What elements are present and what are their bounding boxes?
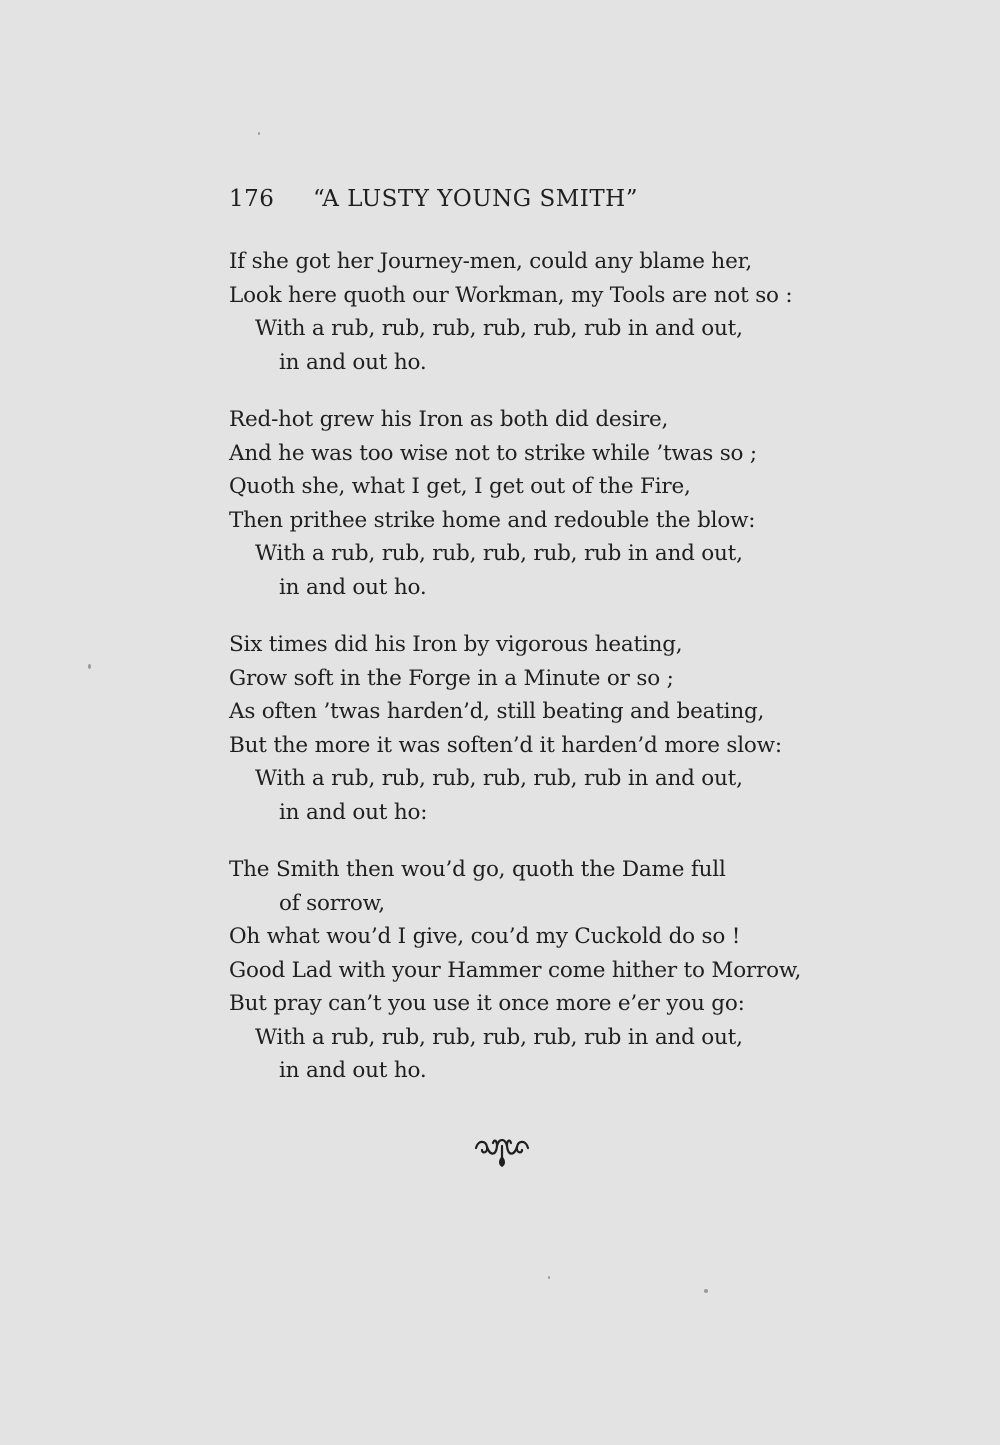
verse-line: As often ’twas harden’d, still beating and beating, [229, 699, 765, 724]
verse-line: Grow soft in the Forge in a Minute or so ; [229, 665, 674, 691]
paper-speck [548, 1276, 550, 1279]
verse-line: Good Lad with your Hammer come hither to Morrow, [229, 957, 802, 983]
verse-line: Six times did his Iron by vigorous heating, [229, 632, 683, 657]
verse-line: If she got her Journey-men, could any blame her, [229, 249, 752, 274]
verse-line: Quoth she, what I get, I get out of the Fire, [229, 474, 691, 499]
stanza [229, 853, 802, 1088]
refrain-line: in and out ho. [279, 349, 427, 375]
verse-line: But pray can’t you use it once more e’er you go: [229, 991, 745, 1016]
stanza [229, 245, 793, 379]
refrain-line: of sorrow, [279, 890, 385, 916]
refrain-line: in and out ho. [279, 1058, 427, 1083]
poem-body [229, 245, 802, 1112]
verse-line: Red-hot grew his Iron as both did desire, [229, 407, 669, 432]
paper-speck [704, 1289, 708, 1293]
fleuron-icon [472, 1134, 532, 1170]
chorus-line: With a rub, rub, rub, rub, rub, rub in and out, [255, 316, 743, 341]
stanza [229, 403, 789, 604]
chorus-line: With a rub, rub, rub, rub, rub, rub in and out, [255, 766, 743, 791]
verse-line: Look here quoth our Workman, my Tools are not so : [229, 282, 793, 308]
verse-line: Oh what wou’d I give, cou’d my Cuckold do so ! [229, 924, 741, 949]
chorus-line: With a rub, rub, rub, rub, rub, rub in and out, [255, 541, 743, 566]
verse-line: But the more it was soften’d it harden’d more slow: [229, 732, 782, 758]
paper-speck [258, 132, 260, 135]
running-title: “A LUSTY YOUNG SMITH” [313, 186, 638, 212]
stanza [229, 628, 789, 829]
running-header [229, 186, 638, 212]
page-number: 176 [229, 186, 275, 212]
refrain-line: in and out ho: [279, 799, 428, 825]
refrain-line: in and out ho. [279, 574, 427, 600]
verse-line: Then prithee strike home and redouble the blow: [229, 507, 756, 533]
verse-line: The Smith then wou’d go, quoth the Dame full [229, 857, 726, 882]
chorus-line: With a rub, rub, rub, rub, rub, rub in and out, [255, 1024, 743, 1050]
verse-line: And he was too wise not to strike while ’twas so ; [229, 440, 757, 466]
paper-speck [88, 664, 91, 669]
